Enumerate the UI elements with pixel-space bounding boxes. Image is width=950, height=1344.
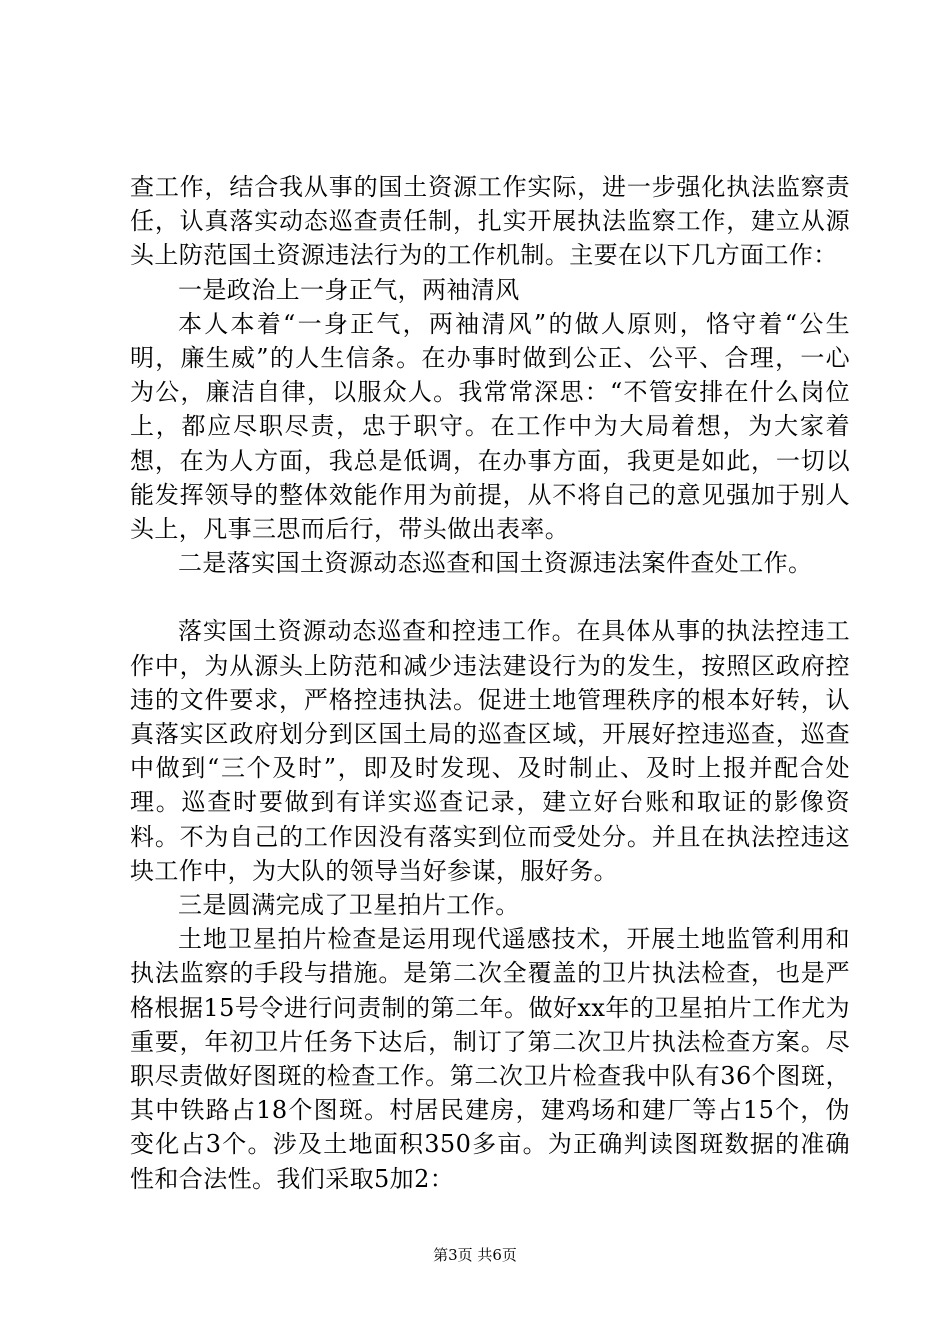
paragraph-intro: 查工作，结合我从事的国土资源工作实际，进一步强化执法监察责任，认真落实动态巡查责任制，扎实开展执法监察工作，建立从源头上防范国土资源违法行为的工作机制。主要在以下几方面工作：	[130, 173, 850, 270]
paragraph-section-3: 土地卫星拍片检查是运用现代遥感技术，开展土地监管利用和执法监察的手段与措施。是第二次全覆盖的卫片执法检查，也是严格根据15号令进行问责制的第二年。做好xx年的卫星拍片工作尤为重要，年初卫片任务下达后，制订了第二次卫片执法检查方案。尽职尽责做好图斑的检查工作。第二次卫片检查我中队有36个图斑，其中铁路占18个图斑。村居民建房，建鸡场和建厂等占15个，伪变化占3个。涉及土地面积350多亩。为正确判读图斑数据的准确性和合法性。我们采取5加2：	[130, 925, 850, 1193]
page-footer	[0, 1244, 950, 1265]
document-body	[130, 170, 850, 1196]
section-heading-1: 一是政治上一身正气，两袖清风	[178, 275, 520, 304]
paragraph-section-2: 落实国土资源动态巡查和控违工作。在具体从事的执法控违工作中，为从源头上防范和减少违法建设行为的发生，按照区政府控违的文件要求，严格控违执法。促进土地管理秩序的根本好转，认真落实区政府划分到区国土局的巡查区域，开展好控违巡查，巡查中做到“三个及时”，即及时发现、及时制止、及时上报并配合处理。巡查时要做到有详实巡查记录，建立好台账和取证的影像资料。不为自己的工作因没有落实到位而受处分。并且在执法控违这块工作中，为大队的领导当好参谋，服好务。	[130, 617, 850, 885]
paragraph-section-1: 本人本着“一身正气，两袖清风”的做人原则，恪守着“公生明，廉生威”的人生信条。在办事时做到公正、公平、合理，一心为公，廉洁自律，以服众人。我常常深思：“不管安排在什么岗位上，都应尽职尽责，忠于职守。在工作中为大局着想，为大家着想，在为人方面，我总是低调，在办事方面，我更是如此，一切以能发挥领导的整体效能作用为前提，从不将自己的意见强加于别人头上，凡事三思而后行，带头做出表率。	[130, 309, 850, 544]
section-heading-3: 三是圆满完成了卫星拍片工作。	[178, 891, 520, 920]
page-number-label: 第3页 共6页	[433, 1246, 517, 1264]
section-heading-2: 二是落实国土资源动态巡查和国土资源违法案件查处工作。	[178, 549, 813, 578]
blank-line	[130, 580, 850, 614]
